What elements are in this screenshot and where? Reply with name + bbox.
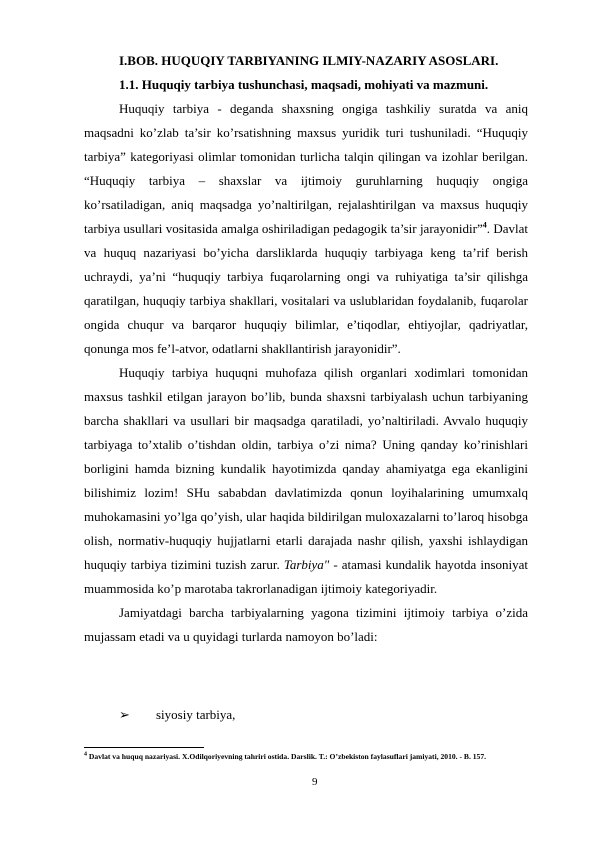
footnote-reference: 4 [482,220,487,230]
chapter-heading: I.BOB. HUQUQIY TARBIYANING ILMIY-NAZARIY ASOSLARI. [119,53,499,68]
paragraph-1-text-cont: . Davlat va huquq nazariyasi bo’yicha darsliklarda huquqiy tarbiyaga keng ta’rif berish uchraydi, ya’ni “huquqiy tarbiya fuqarolarning ongi va ruhiyatiga ta’sir qilishga qaratilgan, huquqiy tarbiya shakllari, vositalari va uslublaridan foydalanib, fuqarolar ongida chuqur va barqaror huquqiy bilimlar, e’tiqodlar, ehtiyojlar, qadriyatlar, qonunga mos fe’l-atvor, odatlarni shakllantirish jarayonidir”. [84,221,528,356]
page-number: 9 [312,776,318,788]
italic-term: Tarbiya" [283,557,330,572]
list-item-text: siyosiy tarbiya, [156,707,236,722]
list-item [119,703,235,727]
footnote-number: 4 [84,751,87,758]
arrow-bullet-icon: ➢ [119,707,130,722]
paragraph-2-text: Huquqiy tarbiya huquqni muhofaza qilish organlari xodimlari tomonidan maxsus tashkil etilgan jarayon bo’lib, bunda shaxsni tarbiyalash uchun tarbiyaning barcha shakllari va usullari bir maqsadga qaratiladi, yo’naltiriladi. Avvalo huquqiy tarbiyaga to’xtalib o’tishdan oldin, tarbiya o’zi nima? Uning qanday ko’rinishlari borligini hamda bizning kundalik hayotimizda qanday ahamiyatga ega ekanligini bilishimiz lozim! SHu sababdan davlatimizda qonun loyihalarining umumxalq muhokamasini yo’lga qo’yish, ular haqida bildirilgan muloxazalarni to’laroq hisobga olish, normativ-huquqiy hujjatlarni etarli darajada nashr qilish, yaxshi ishlaydigan huquqiy tarbiya tizimini tuzish zarur. [84,365,528,572]
paragraph-2 [84,361,528,601]
footnote-text: Davlat va huquq nazariyasi. X.Odilqoriyevning tahriri ostida. Darslik. T.: O’zbekiston faylasuflari jamiyati, 2010. - B. 157. [87,752,487,761]
footnote [84,751,528,763]
paragraph-3: Jamiyatdagi barcha tarbiyalarning yagona tizimini ijtimoiy tarbiya o’zida mujassam etadi va u quyidagi turlarda namoyon bo’ladi: [84,605,528,644]
body-text [84,97,528,649]
footnote-separator [84,747,204,748]
paragraph-1 [84,97,528,361]
paragraph-1-text: Huquqiy tarbiya - deganda shaxsning ongiga tashkiliy suratda va aniq maqsadni ko’zlab ta’sir ko’rsatishning maxsus yuridik turi tushuniladi. “Huquqiy tarbiya” kategoriyasi olimlar tomonidan turlicha talqin qilingan va izohlar berilgan. “Huquqiy tarbiya – shaxslar va ijtimoiy guruhlarning huquqiy ongiga ko’rsatiladigan, aniq maqsadga yo’naltirilgan, rejalashtirilgan va maxsus huquqiy tarbiya usullari vositasida amalga oshiriladigan pedagogik ta’sir jarayonidir” [84,101,528,236]
paragraph-2-text-cont: - atamasi kundalik hayotda insoniyat muammosida ko’p marotaba takrorlanadigan ijtimoiy kategoriyadir. [84,557,528,596]
section-heading: 1.1. Huquqiy tarbiya tushunchasi, maqsadi, mohiyati va mazmuni. [119,77,489,92]
